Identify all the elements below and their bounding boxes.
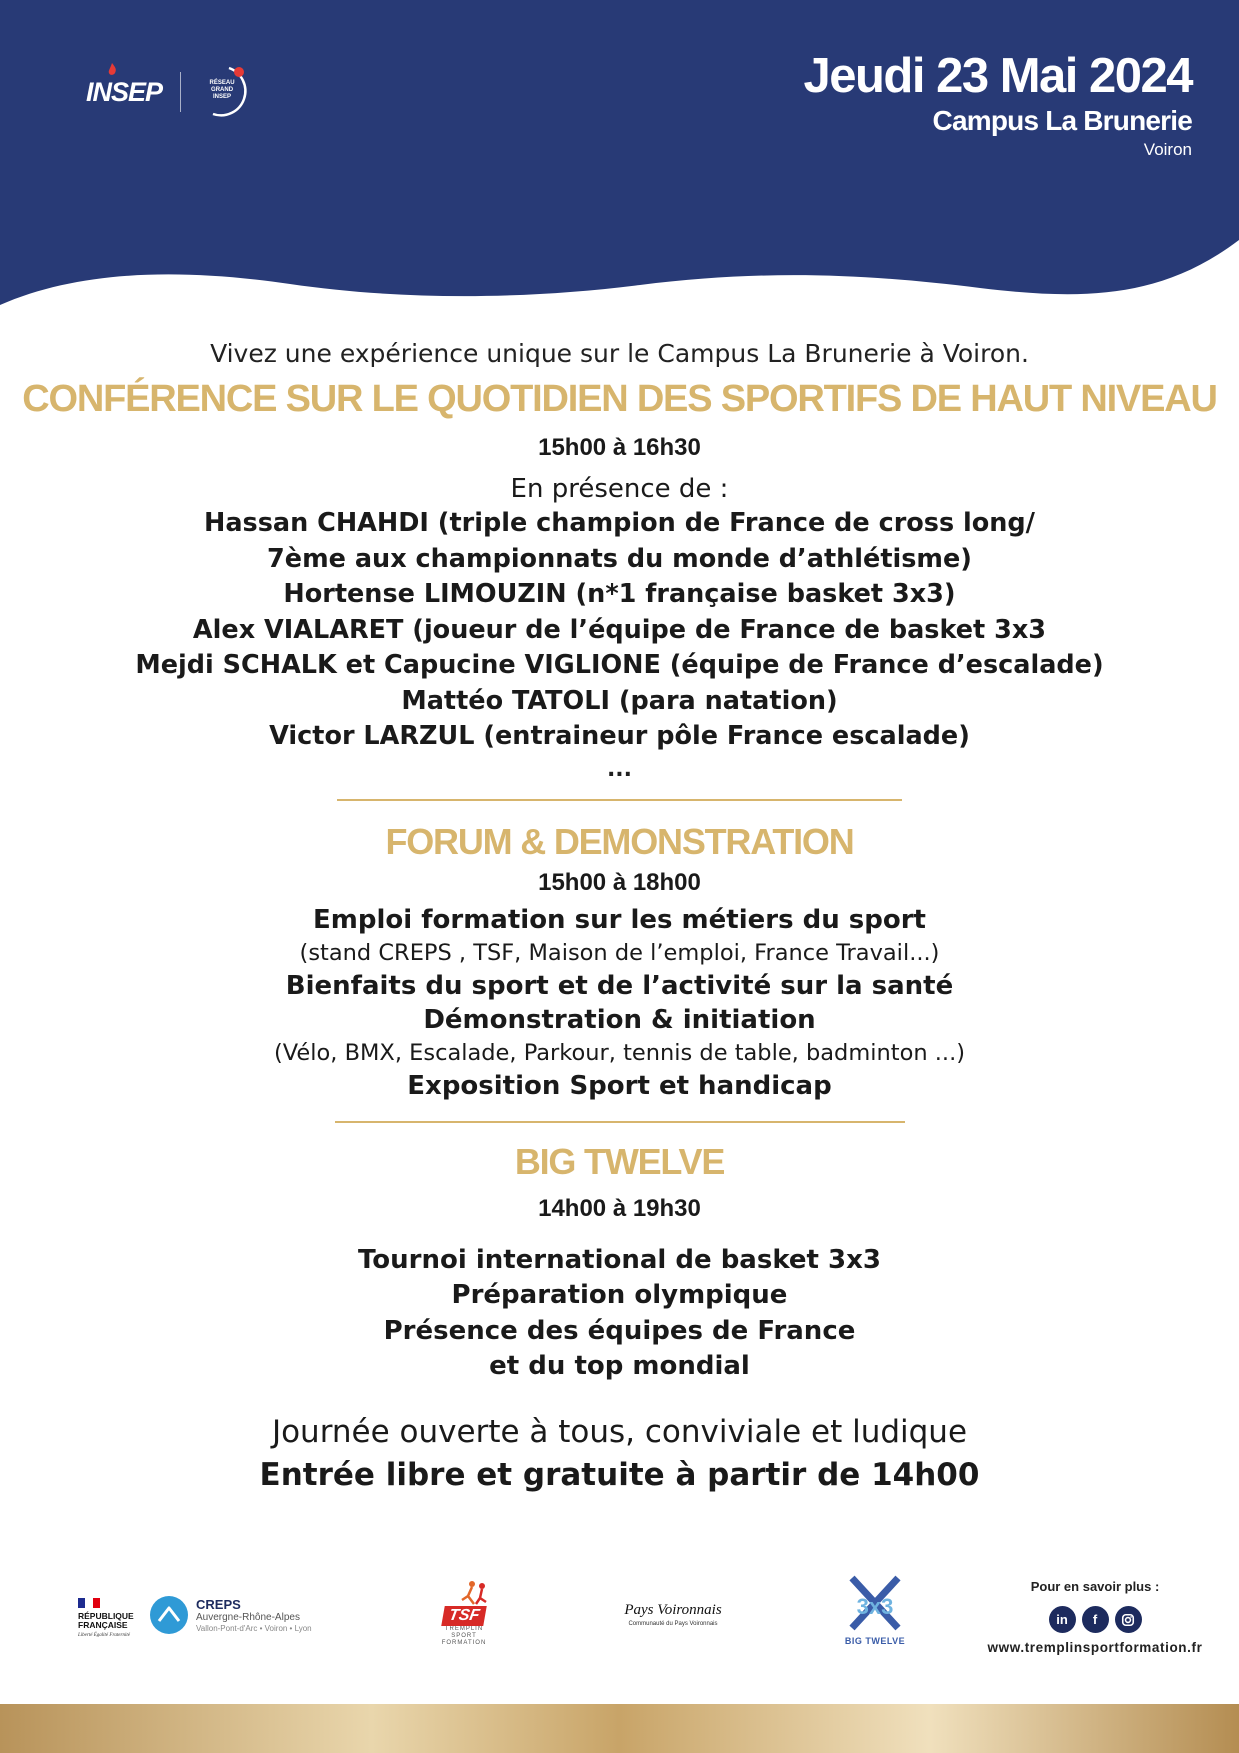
insep-flame-icon [106, 63, 118, 77]
svg-text:3x3: 3x3 [856, 1594, 894, 1619]
more-info-title: Pour en savoir plus : [1030, 1579, 1160, 1594]
forum-line-handisport: Exposition Sport et handicap [407, 1070, 832, 1101]
big-twelve-name: BIG TWELVE [844, 1636, 906, 1646]
creps-name: CREPS [196, 1596, 241, 1612]
big-twelve-title: BIG TWELVE [514, 1140, 725, 1182]
instagram-icon[interactable] [1115, 1606, 1142, 1633]
event-header [803, 48, 1192, 162]
speaker-line: Mejdi SCHALK et Capucine VIGLIONE (équipe de France d’escalade) [135, 650, 1104, 680]
big-twelve-logo [838, 1574, 912, 1646]
big-twelve-line: et du top mondial [489, 1351, 750, 1381]
reseau-grand-insep-logo [199, 60, 255, 124]
creps-sites: Vallon-Pont-d'Arc • Voiron • Lyon [196, 1623, 312, 1633]
speaker-line: 7ème aux championnats du monde d’athlétisme) [267, 543, 972, 574]
creps-mountain-icon [150, 1596, 188, 1634]
event-city: Voiron [1143, 140, 1192, 159]
logo-divider [180, 72, 181, 112]
presence-label: En présence de : [510, 474, 729, 504]
forum-line-employment: Emploi formation sur les métiers du sport [313, 904, 926, 935]
forum-line-demonstration-detail: (Vélo, BMX, Escalade, Parkour, tennis de table, badminton ...) [273, 1039, 966, 1066]
speaker-line: Victor LARZUL (entraineur pôle France escalade) [269, 721, 970, 751]
french-flag-icon [78, 1598, 100, 1608]
main-content [0, 332, 1239, 1497]
big-twelve-line: Présence des équipes de France [383, 1315, 856, 1346]
speakers-ellipsis: ... [606, 756, 633, 782]
closing-free-entry: Entrée libre et gratuite à partir de 14h00 [259, 1456, 980, 1493]
speaker-line: Mattéo TATOLI (para natation) [401, 685, 838, 716]
website-link[interactable]: www.tremplinsportformation.fr [987, 1640, 1203, 1655]
social-links [975, 1606, 1215, 1633]
tsf-athletes-icon [432, 1578, 496, 1608]
forum-title: FORUM & DEMONSTRATION [385, 820, 854, 862]
rf-motto: Liberté Égalité Fraternité [78, 1633, 130, 1638]
speaker-line: Hassan CHAHDI (triple champion de France de cross long/ [203, 508, 1036, 538]
insep-logo-text: INSEP [86, 76, 163, 107]
forum-line-employment-detail: (stand CREPS , TSF, Maison de l’emploi, France Travail...) [299, 939, 940, 966]
big-twelve-line: Préparation olympique [451, 1280, 788, 1310]
speaker-line: Hortense LIMOUZIN (n*1 française basket 3x3) [283, 579, 956, 609]
facebook-icon[interactable]: f [1082, 1606, 1109, 1633]
section-divider [337, 799, 902, 801]
forum-line-demonstration: Démonstration & initiation [423, 1004, 816, 1035]
rf-line1: RÉPUBLIQUE [78, 1611, 134, 1621]
more-info [975, 1578, 1215, 1657]
tsf-logo [432, 1578, 496, 1647]
forum-line-health: Bienfaits du sport et de l’activité sur la santé [285, 970, 954, 1001]
footer-gold-band [0, 1704, 1239, 1753]
linkedin-icon[interactable]: in [1049, 1606, 1076, 1633]
event-date: Jeudi 23 Mai 2024 [803, 49, 1192, 103]
speaker-line: Alex VIALARET (joueur de l’équipe de France de basket 3x3 [192, 614, 1047, 645]
creps-region: Auvergne-Rhône-Alpes [196, 1611, 300, 1623]
header-logos [86, 60, 255, 124]
insep-logo [86, 77, 162, 108]
creps-logo [150, 1596, 312, 1634]
big-twelve-emblem-icon [838, 1574, 912, 1632]
section-divider [335, 1121, 905, 1123]
closing-open-line: Journée ouverte à tous, conviviale et ludique [271, 1413, 968, 1450]
tsf-name: TSF [441, 1606, 487, 1626]
big-twelve-time: 14h00 à 19h30 [538, 1194, 701, 1222]
conference-title: CONFÉRENCE SUR LE QUOTIDIEN DES SPORTIFS DE HAUT NIVEAU [22, 378, 1217, 420]
intro-text: Vivez une expérience unique sur le Campus La Brunerie à Voiron. [210, 339, 1029, 368]
big-twelve-line: Tournoi international de basket 3x3 [358, 1244, 881, 1275]
partner-logos [0, 1570, 1239, 1680]
tsf-subtitle: TREMPLIN SPORT FORMATION [441, 1626, 487, 1646]
event-campus: Campus La Brunerie [932, 105, 1192, 136]
conference-time: 15h00 à 16h30 [538, 434, 701, 461]
pv-subtitle: Communauté du Pays Voironnais [628, 1621, 718, 1627]
republique-francaise-logo [78, 1598, 142, 1639]
pv-name: Pays Voironnais [624, 1602, 722, 1618]
forum-time: 15h00 à 18h00 [538, 868, 701, 896]
rf-line2: FRANÇAISE [78, 1620, 128, 1630]
reseau-logo-text: RÉSEAU GRAND INSEP [209, 80, 235, 100]
pays-voironnais-logo [608, 1600, 738, 1628]
